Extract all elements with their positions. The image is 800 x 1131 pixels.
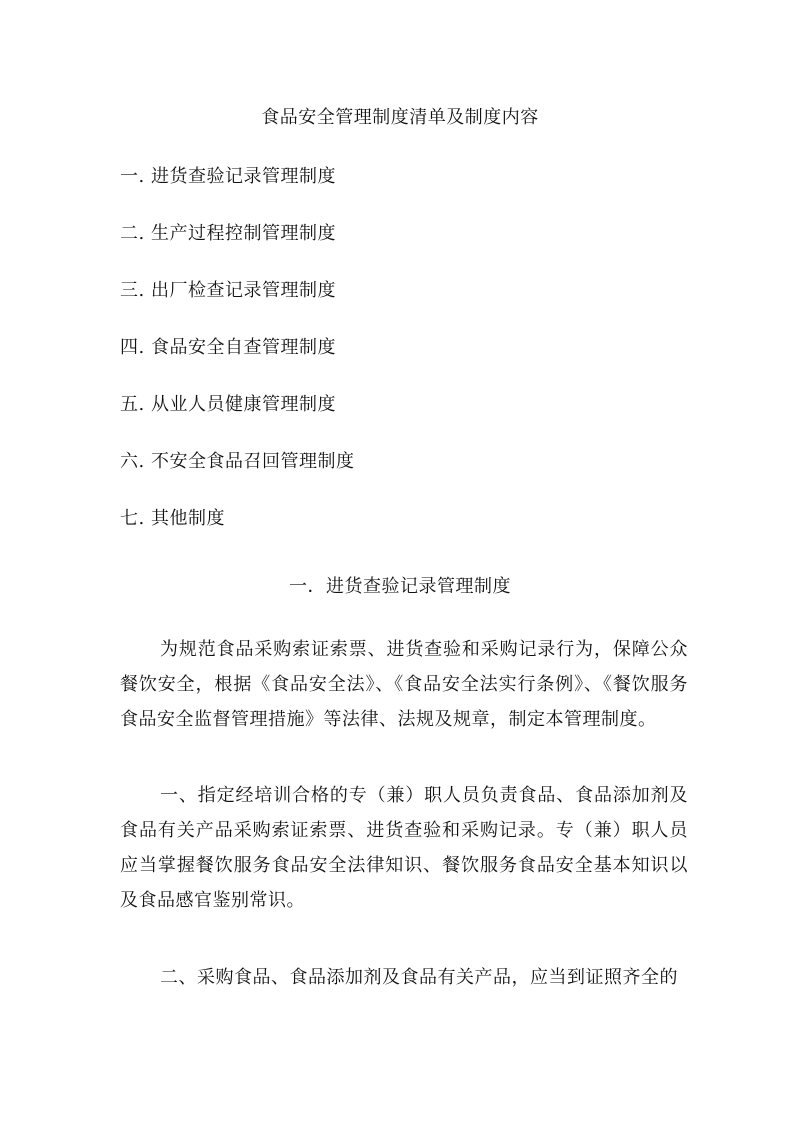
toc-item-2: 二. 生产过程控制管理制度	[120, 223, 336, 244]
toc-item-7: 七. 其他制度	[120, 508, 225, 529]
section-title: 一．进货查验记录管理制度	[289, 576, 511, 597]
toc-item-6: 六. 不安全食品召回管理制度	[120, 451, 355, 472]
paragraph-rule-1: 一、指定经培训合格的专（兼）职人员负责食品、食品添加剂及食品有关产品采购索证索票、进货查验和采购记录。专（兼）职人员应当掌握餐饮服务食品安全法律知识、餐饮服务食品安全基本知识以及食品感官鉴别常识。	[120, 785, 688, 911]
toc-item-5: 五. 从业人员健康管理制度	[120, 394, 336, 415]
paragraph-intro: 为规范食品采购索证索票、进货查验和采购记录行为，保障公众餐饮安全，根据《食品安全法》、《食品安全法实行条例》、《餐饮服务食品安全监督管理措施》等法律、法规及规章，制定本管理制度。	[120, 639, 688, 730]
table-of-contents	[120, 162, 720, 561]
toc-item-4: 四. 食品安全自查管理制度	[120, 337, 336, 358]
document-title: 食品安全管理制度清单及制度内容	[261, 107, 539, 128]
paragraph-rule-2: 二、采购食品、食品添加剂及食品有关产品，应当到证照齐全的	[160, 967, 678, 988]
toc-item-3: 三. 出厂检查记录管理制度	[120, 280, 336, 301]
toc-item-1: 一. 进货查验记录管理制度	[120, 166, 336, 187]
